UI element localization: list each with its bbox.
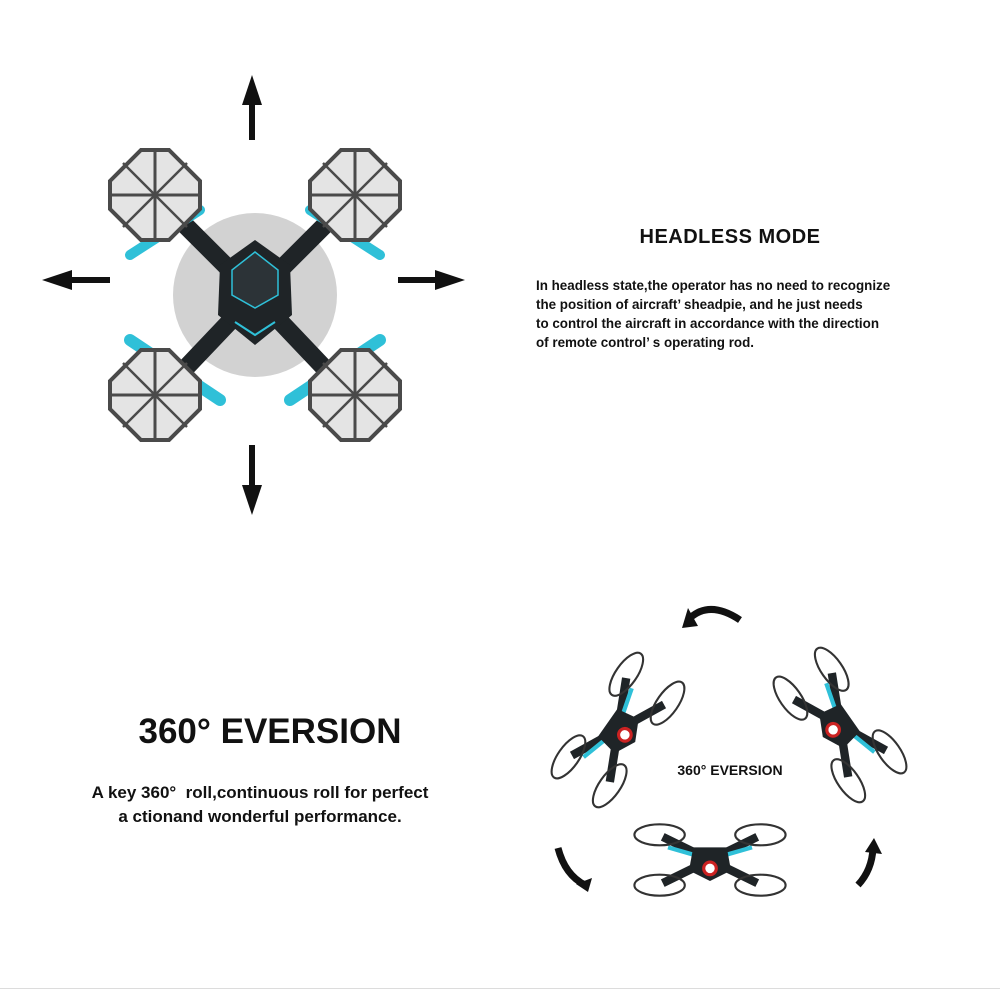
curved-arrow-icon bbox=[682, 608, 740, 628]
eversion-description bbox=[40, 781, 480, 829]
headless-line: of remote control’ s operating rod. bbox=[536, 335, 754, 350]
headless-line: In headless state,the operator has no need to recognize bbox=[536, 278, 891, 293]
arrow-right-icon bbox=[398, 270, 465, 290]
arrow-down-icon bbox=[242, 445, 262, 515]
headless-mode-title: HEADLESS MODE bbox=[639, 226, 821, 248]
drone-roll-bottom bbox=[634, 824, 785, 895]
arrow-left-icon bbox=[42, 270, 110, 290]
curved-arrow-icon bbox=[858, 838, 882, 885]
curved-arrow-icon bbox=[558, 848, 592, 892]
eversion-center-label: 360° EVERSION bbox=[677, 762, 783, 778]
bottom-divider bbox=[0, 988, 1000, 989]
propeller-guard-bottom-right bbox=[310, 350, 400, 440]
propeller-guard-top-left bbox=[110, 150, 200, 240]
headless-mode-description bbox=[536, 276, 976, 352]
propeller-guard-top-right bbox=[310, 150, 400, 240]
eversion-line: a ctionand wonderful performance. bbox=[118, 807, 402, 826]
drone-roll-left bbox=[545, 648, 690, 813]
eversion-title: 360° EVERSION bbox=[138, 712, 402, 751]
eversion-illustration bbox=[540, 590, 980, 930]
arrow-up-icon bbox=[242, 75, 262, 140]
eversion-line: A key 360° roll,continuous roll for perfect bbox=[91, 783, 429, 802]
headless-line: the position of aircraft’ sheadpie, and he just needs bbox=[536, 297, 863, 312]
drone-roll-right bbox=[767, 643, 912, 808]
propeller-guard-bottom-left bbox=[110, 350, 200, 440]
headless-illustration bbox=[20, 60, 500, 530]
headless-line: to control the aircraft in accordance with the direction bbox=[536, 316, 880, 331]
